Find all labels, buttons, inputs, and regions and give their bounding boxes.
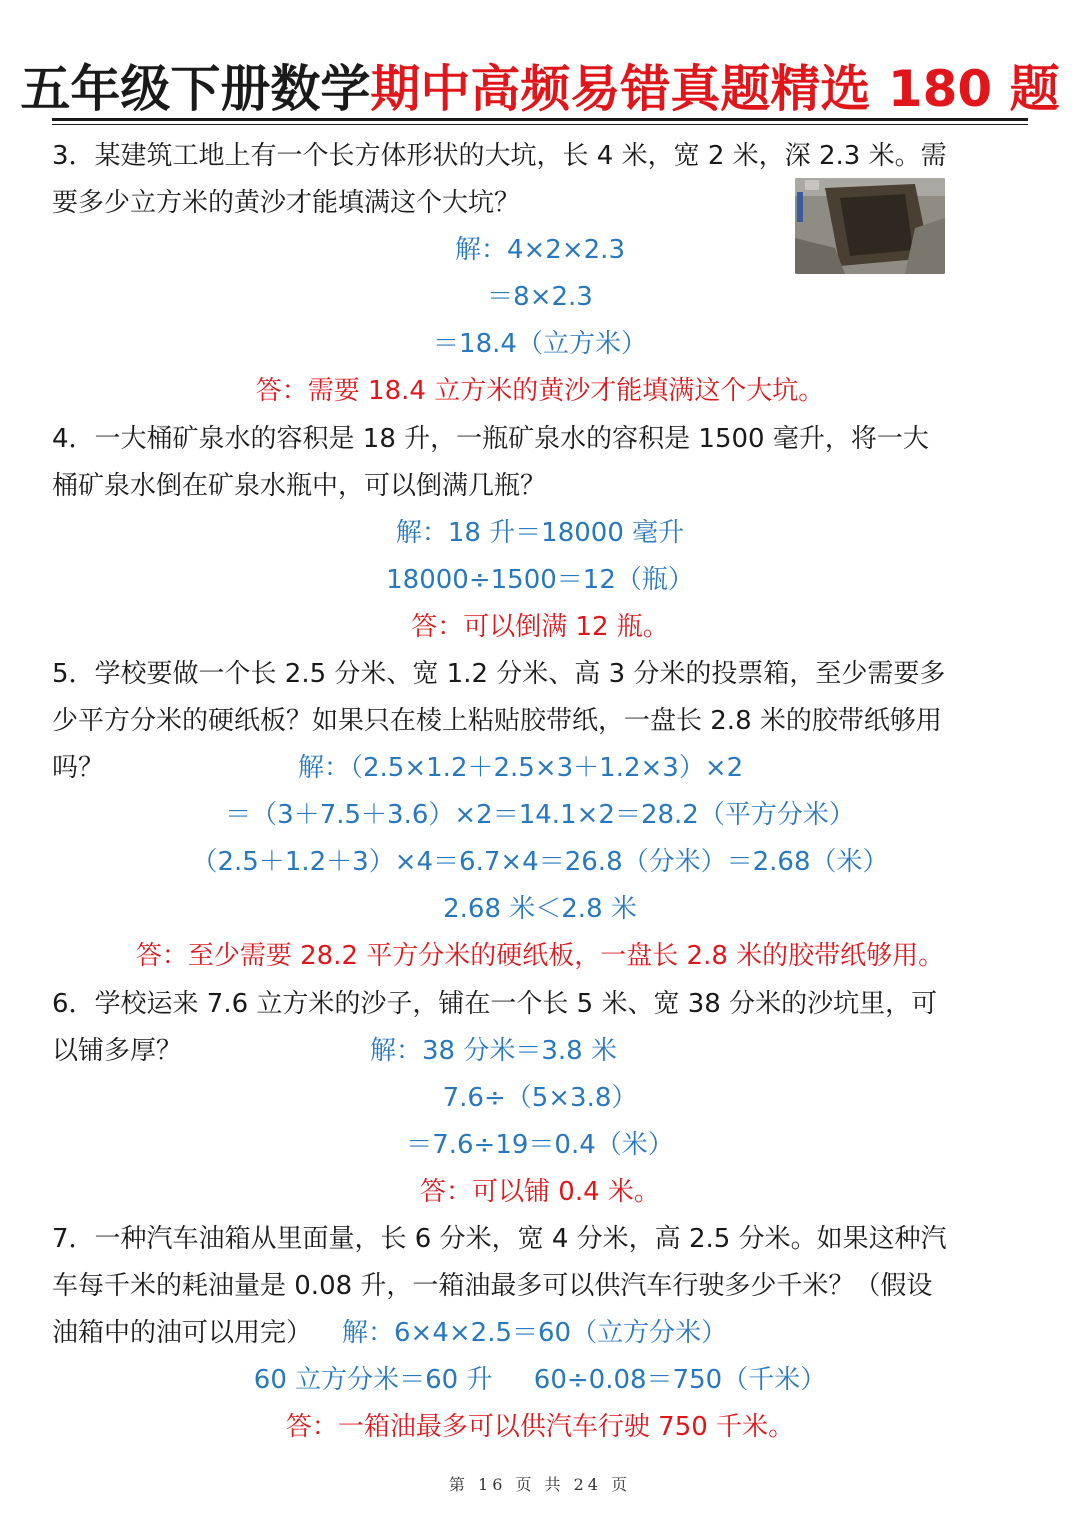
problem-3-solution-3: ＝18.4（立方米） bbox=[433, 329, 647, 359]
title-underline-thin bbox=[52, 124, 1028, 125]
problem-4-line-2: 桶矿泉水倒在矿泉水瓶中，可以倒满几瓶？ bbox=[52, 471, 547, 501]
problem-3-line-1: 3．某建筑工地上有一个长方体形状的大坑，长 4 米，宽 2 米，深 2.3 米。需 bbox=[52, 141, 947, 171]
problem-4-solution-1: 解：18 升＝18000 毫升 bbox=[395, 518, 685, 548]
problem-7-answer: 答：一箱油最多可以供汽车行驶 750 千米。 bbox=[285, 1412, 795, 1442]
problem-3-answer: 答：需要 18.4 立方米的黄沙才能填满这个大坑。 bbox=[255, 376, 825, 406]
problem-5-answer: 答：至少需要 28.2 平方分米的硬纸板，一盘长 2.8 米的胶带纸够用。 bbox=[135, 941, 945, 971]
problem-7-line-2: 车每千米的耗油量是 0.08 升，一箱油最多可以供汽车行驶多少千米？（假设 bbox=[52, 1271, 933, 1301]
problem-4-solution-2: 18000÷1500＝12（瓶） bbox=[386, 565, 694, 595]
title-red-part: 期中高频易错真题精选 180 题 bbox=[370, 60, 1060, 118]
problem-5-solution-1: ＝（3＋7.5＋3.6）×2＝14.1×2＝28.2（平方分米） bbox=[225, 800, 855, 830]
problem-5-solution-inline: 解：（2.5×1.2＋2.5×3＋1.2×3）×2 bbox=[298, 753, 744, 783]
page-number-footer: 第 16 页 共 24 页 bbox=[448, 1475, 632, 1494]
problem-4-answer: 答：可以倒满 12 瓶。 bbox=[411, 612, 669, 642]
problem-6-line-2: 以铺多厚？ bbox=[52, 1036, 183, 1066]
title-black-part: 五年级下册数学 bbox=[20, 60, 371, 118]
problem-5-line-1: 5．学校要做一个长 2.5 分米、宽 1.2 分米、高 3 分米的投票箱，至少需要多 bbox=[52, 659, 946, 689]
problem-6-solution-1: 7.6÷（5×3.8） bbox=[442, 1083, 638, 1113]
problem-6-solution-inline: 解：38 分米＝3.8 米 bbox=[370, 1036, 617, 1066]
page-title bbox=[0, 52, 1080, 126]
problem-4-line-1: 4．一大桶矿泉水的容积是 18 升，一瓶矿泉水的容积是 1500 毫升，将一大 bbox=[52, 424, 929, 454]
problem-3-line-2: 要多少立方米的黄沙才能填满这个大坑？ bbox=[52, 188, 521, 218]
problem-7-line-3: 油箱中的油可以用完） bbox=[52, 1318, 313, 1348]
problem-6-answer: 答：可以铺 0.4 米。 bbox=[420, 1177, 660, 1207]
problem-6-solution-2: ＝7.6÷19＝0.4（米） bbox=[406, 1130, 674, 1160]
problem-5-line-2: 少平方分米的硬纸板？如果只在棱上粘贴胶带纸，一盘长 2.8 米的胶带纸够用 bbox=[52, 706, 942, 736]
problem-7-solution-1: 60 立方分米＝60 升 60÷0.08＝750（千米） bbox=[253, 1365, 827, 1395]
problem-7-line-1: 7．一种汽车油箱从里面量，长 6 分米，宽 4 分米，高 2.5 分米。如果这种汽 bbox=[52, 1224, 947, 1254]
problem-3-solution-2: ＝8×2.3 bbox=[487, 282, 593, 312]
problem-5-solution-2: （2.5＋1.2＋3）×4＝6.7×4＝26.8（分米）＝2.68（米） bbox=[191, 847, 889, 877]
problem-6-line-1: 6．学校运来 7.6 立方米的沙子，铺在一个长 5 米、宽 38 分米的沙坑里，可 bbox=[52, 989, 938, 1019]
problem-7-solution-inline: 解：6×4×2.5＝60（立方分米） bbox=[342, 1318, 728, 1348]
problem-5-line-3: 吗？ bbox=[52, 753, 105, 783]
problem-3-solution-1: 解：4×2×2.3 bbox=[454, 235, 625, 265]
problem-5-solution-3: 2.68 米＜2.8 米 bbox=[443, 894, 637, 924]
title-underline-thick bbox=[52, 118, 1028, 121]
